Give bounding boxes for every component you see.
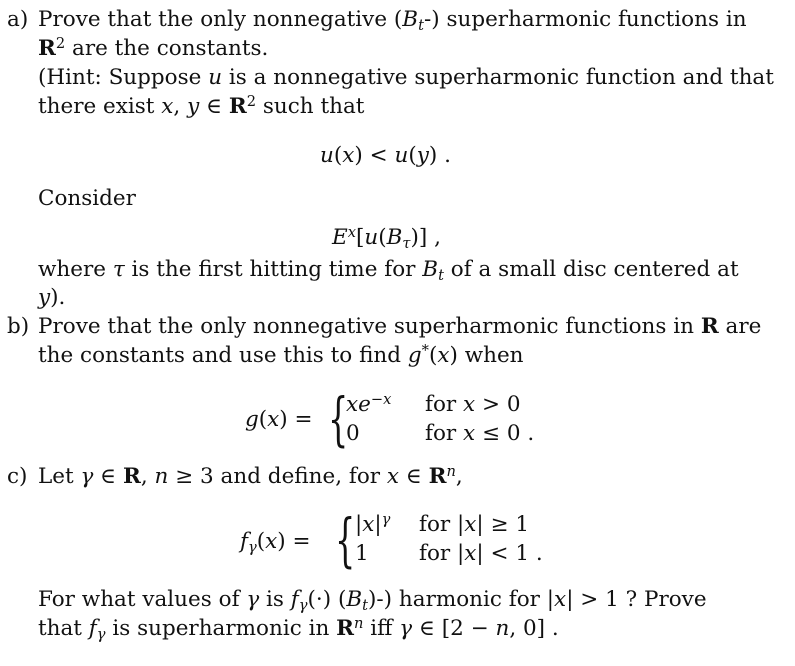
part-b-line-1: Prove that the only nonnegative superharmonic functions in R are	[38, 314, 762, 339]
part-c-line-1: Let γ ∈ R, n ≥ 3 and define, for x ∈ $R^n$,	[38, 463, 463, 489]
part-a-equation-1: u(x) < u(y) .	[320, 143, 451, 168]
part-b-case-2-condition: for x ≤ 0 .	[425, 421, 535, 446]
part-a-label: a)	[7, 7, 29, 32]
part-a-hint-1: (Hint: Suppose u is a nonnegative superharmonic function and that	[38, 65, 774, 90]
part-a-consider: Consider	[38, 186, 136, 211]
part-a-line-1: Prove that the only nonnegative $(B_t-)$ superharmonic functions in	[38, 7, 747, 34]
part-c-case-2-condition: for |x| < 1 .	[419, 541, 543, 566]
part-c-final-1: For what values of γ is $f_\gamma(\cdot)$ $(B_t)-$) harmonic for |x| > 1 ? Prove	[38, 587, 707, 614]
part-c-case-1-value: $|x|^\gamma$	[355, 511, 391, 537]
part-c-case-1-condition: for |x| ≥ 1	[419, 512, 530, 537]
part-b-label: b)	[7, 314, 30, 339]
part-a-where-1: where τ is the first hitting time for $B_t$ of a small disc centered at	[38, 257, 739, 284]
part-c-case-2-value: 1	[355, 541, 369, 566]
part-b-lhs: g(x) =	[245, 407, 313, 432]
part-a-where-2: y).	[38, 285, 66, 310]
part-a-hint-2: there exist x, y ∈ $R^2$ such that	[38, 93, 365, 119]
part-c-brace: {	[335, 506, 356, 574]
part-b-case-2-value: 0	[346, 421, 360, 446]
part-b-case-1-value: $xe^{-x}$	[346, 391, 392, 417]
part-b-line-2: the constants and use this to find g*(x) when	[38, 342, 524, 368]
part-b-brace: {	[328, 385, 349, 453]
part-c-final-2: that $f_\gamma$ is superharmonic in $R^n$ iff γ ∈ [2 − n, 0] .	[38, 615, 559, 643]
part-a-line-2: $R^2$ are the constants.	[38, 35, 269, 61]
part-a-equation-2: $E^x[u(B_\tau)]$ ,	[332, 224, 441, 252]
part-b-case-1-condition: for x > 0	[425, 392, 521, 417]
part-c-lhs: $f_\gamma(x)$ =	[240, 529, 311, 556]
part-c-label: c)	[7, 464, 28, 489]
